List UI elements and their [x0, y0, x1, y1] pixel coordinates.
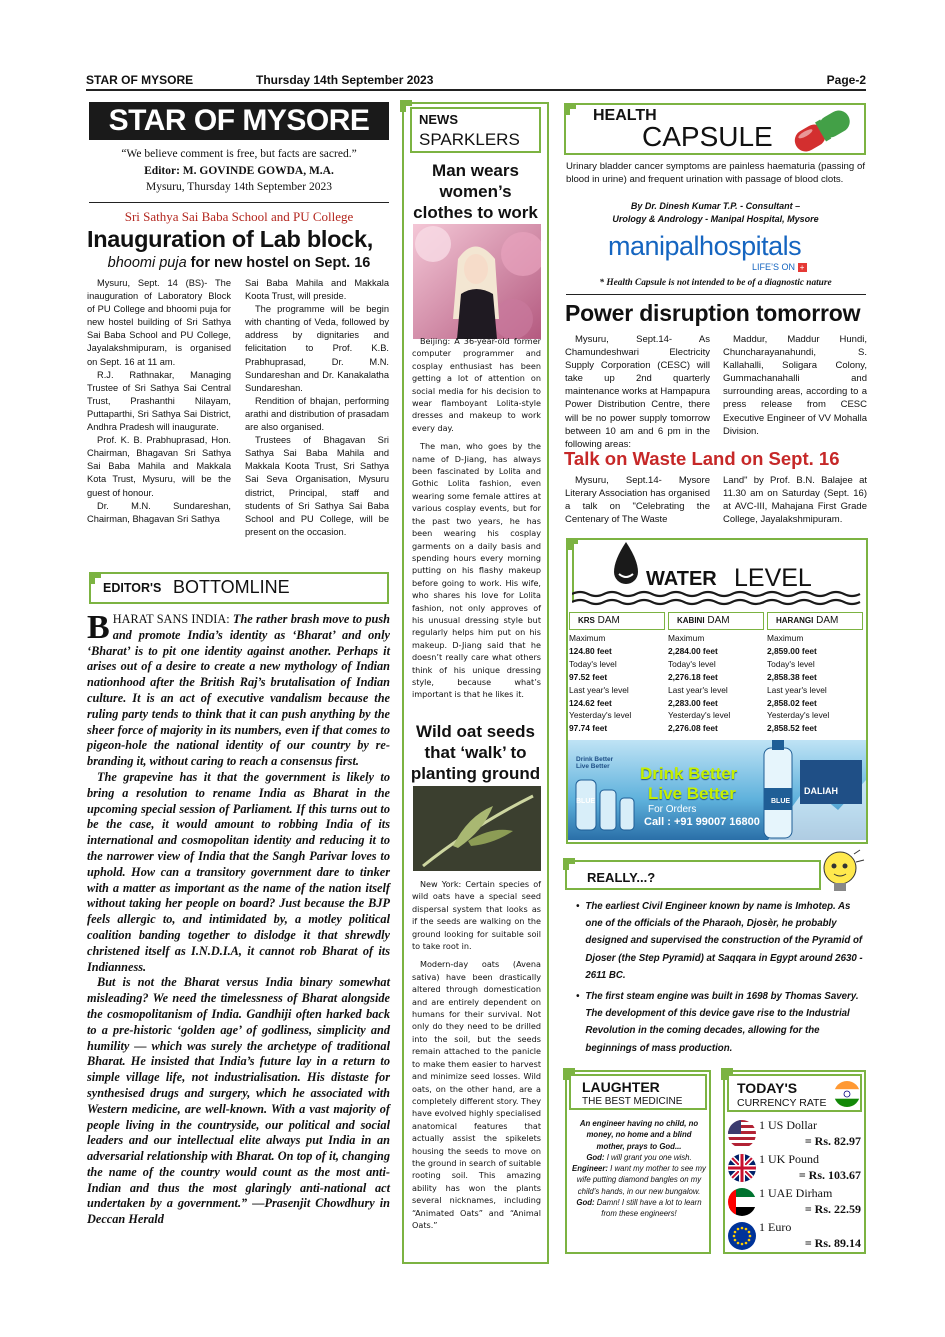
byline-1: By Dr. Dinesh Kumar T.P. - Consultant – — [630, 201, 801, 211]
dam-value: 2,858.02 feet — [767, 697, 817, 708]
waste-col-1 — [565, 474, 710, 526]
bottle-label: BLUE — [576, 798, 596, 805]
lab-para: Dr. M.N. Sundareshan, Chairman, Bhagavan Sri Sathya — [87, 500, 231, 524]
news-label: NEWS — [419, 112, 458, 127]
health-byline — [566, 200, 865, 225]
masthead-logo: STAR OF MYSORE — [89, 102, 389, 140]
page-header — [86, 73, 866, 91]
speaker: God: — [576, 1198, 595, 1208]
dam-value: 2,858.52 feet — [767, 723, 817, 734]
dam-value: 124.80 feet — [569, 645, 612, 656]
dam-name-bold: HARANGI — [776, 616, 814, 625]
story2-text — [412, 878, 541, 1231]
story-para: Modern-day oats (Avena sativa) have been drastically altered through domestication and are entirely dependent on humans for their survival. Not only do they need to be drilled into the soil, but the seeds remain attached to the panicle to make them easier to harvest and minimize seed losses. Wild oats, on the other hand, are a completely different story. They have evolved highly specialised anatomical features that actually assist the spikelets housing the seeds to move on the ground in search of suitable rooting soil. This amazing ability has won the plants several nicknames, including “Animated Oats” and “Animal Oats.” — [412, 959, 541, 1230]
dam-value: 2,276.18 feet — [668, 671, 718, 682]
rate-row-usd — [725, 1116, 865, 1150]
rate-value: = Rs. 103.67 — [798, 1168, 861, 1182]
tagline-text: LIFE’S ON — [752, 262, 796, 272]
dateline: Mysuru, Thursday 14th September 2023 — [145, 181, 332, 193]
waste-col-2 — [723, 474, 867, 526]
dam-label: Last year's level — [569, 684, 629, 695]
dam-label: Yesterday's level — [668, 710, 731, 721]
dam-name-bold: KRS — [578, 616, 595, 625]
power-col-1 — [565, 333, 710, 451]
dam-label: Today's level — [668, 658, 716, 669]
currency-label-box — [727, 1074, 862, 1112]
lab-headline: Inauguration of Lab block, — [87, 226, 373, 252]
joke — [572, 1118, 706, 1220]
rate-value: = Rs. 89.14 — [804, 1236, 861, 1250]
rate-name: 1 UK Pound — [759, 1152, 820, 1166]
power-headline: Power disruption tomorrow — [565, 300, 861, 326]
dam-value: 2,859.00 feet — [767, 645, 817, 656]
power-para: Mysuru, Sept.14- As Chamundeshwari Electricity Supply Corporation (CESC) will take up 2nd quarterly maintenance works at Hampapura Power Distribution Centre, there will be no power supply tomorrow between 10 am and 6 pm in the following areas: — [565, 334, 710, 450]
story1-photo — [413, 224, 541, 339]
lab-para: Rendition of bhajan, performing arathi and distribution of prasadam are also organised. — [245, 395, 389, 433]
rate-name: 1 Euro — [759, 1220, 792, 1234]
byline-2: Urology & Andrology - Manipal Hospital, Mysore — [612, 213, 819, 224]
health-label: HEALTH — [593, 107, 657, 124]
manipal-tagline — [752, 262, 807, 272]
ad-orders: For Orders — [648, 804, 697, 815]
dam-value: 124.62 feet — [569, 697, 612, 708]
story1-title: Man wears women’s clothes to work — [413, 161, 538, 222]
fact-text: The first steam engine was built in 1698 by Thomas Savery. The development of this device gave rise to the Industrial Revolution in the coming decades, allowing for the beginnings of mass production. — [585, 991, 859, 1054]
news-label-box — [410, 107, 541, 153]
rate-row-gbp — [725, 1150, 865, 1184]
story-para: Beijing: A 36-year-old former computer programmer and cosplay enthusiast has been getting a lot of attention on social media for his decision to wear flamboyant Lolita-style dresses and makeup to work every day. — [412, 336, 541, 433]
editorial-label: EDITOR'S — [103, 581, 162, 595]
uk-flag-icon — [727, 1153, 757, 1183]
laughter-label-box — [569, 1074, 707, 1110]
lightbulb-icon — [818, 846, 866, 896]
motto: “We believe comment is free, but facts are sacred.” — [121, 148, 357, 160]
power-para: Maddur, Maddur Hundi, Chuncharayanahundi, S. Kallahalli, Soligara Colony, Gummachanahalli and surrounding areas, according to a press release from CESC Executive Engineer of VV Mohalla Division. — [723, 334, 867, 437]
dam-label: Yesterday's level — [569, 710, 632, 721]
dam-value: 97.52 feet — [569, 671, 608, 682]
currency-sub: CURRENCY RATE — [737, 1097, 827, 1109]
currency-rates — [725, 1116, 865, 1252]
dam-column — [569, 612, 665, 735]
plus-icon: + — [798, 263, 807, 272]
water-title-rest: LEVEL — [734, 564, 812, 592]
editorial-label-box — [89, 572, 389, 604]
dam-label: Maximum — [569, 633, 606, 643]
bottle-label-big: BLUE — [771, 798, 791, 805]
us-flag-icon — [727, 1119, 757, 1149]
speaker: Engineer: — [572, 1164, 609, 1174]
lab-para: Prof. K. B. Prabhuprasad, Hon. Chairman, Bhagavan Sri Sathya Sai Baba Mahila and Makkala Kota Trust, Mysuru, will be the guest of honour. — [87, 435, 231, 498]
dam-value: 2,284.00 feet — [668, 645, 718, 656]
lab-kicker: Sri Sathya Sai Baba School and PU College — [124, 209, 354, 224]
lead-caps: HARAT SANS INDIA: — [112, 612, 230, 626]
editorial-body — [87, 609, 390, 1228]
masthead — [89, 146, 389, 196]
dam-name — [569, 612, 665, 630]
waves-icon — [572, 590, 864, 608]
story2-photo — [413, 786, 541, 871]
lab-para: R.J. Rathnakar, Managing Trustee of Sri Sathya Sai Central Trust, Prashanthi Nilayam, Puttaparthi, Sri Sathya Sai District, Andhra Pradesh will inaugurate. — [87, 369, 231, 433]
dam-name-rest: DAM — [813, 615, 839, 626]
issue-date: Thursday 14th September 2023 — [256, 73, 434, 87]
health-label-rest: CAPSULE — [642, 121, 773, 152]
lab-column-2 — [245, 277, 389, 539]
lab-para: The programme will be begin with chanting of Veda, followed by address by dignitaries and felicitation to Prof. K.B. Prabhuprasad, Dr. M.N. Sundareshan and Dr. Kanakalatha Sundareshan. — [245, 304, 389, 393]
story2-title: Wild oat seeds that ‘walk’ to planting ground — [410, 722, 541, 783]
lab-column-1 — [87, 277, 231, 526]
joke-line: I want my mother to see my wife putting diamond bangles on my child’s hands, in our new bungalow. — [576, 1164, 706, 1196]
dam-name-rest: DAM — [704, 615, 730, 626]
dam-value: 2,283.00 feet — [668, 697, 718, 708]
editorial-para: But is not the Bharat versus India binary somewhat misleading? We need the timelessness of Bharat alongside the cosmopolitanism of India. Gandhiji often harked back to a pre-historic ‘golden age’ of godliness, simplicity and humility — which was surely the archetype of traditional Bharat. He insisted that India’s future lay in a return to simple village life, not industrialisation. His distaste for synthesised drugs and surgery, which he associated with Western medicine, are well-known. With a vast majority of people living in the countryside, our political and social leaders and our intellectual elite always put India in an adversarial relationship with Bharat. On top of it, changing the name of the country would count as the most anti-Indian and thus the most glaringly anti-national act undertaken by a government.” —Prasenjit Chowdhury in Deccan Herald — [87, 975, 390, 1227]
health-disclaimer: * Health Capsule is not intended to be of a diagnostic nature — [599, 278, 832, 288]
dam-value: 2,276.08 feet — [668, 723, 718, 734]
dam-label: Today's level — [767, 658, 815, 669]
story1-text — [412, 335, 541, 701]
ad-line-1: Drink Better — [640, 764, 738, 783]
dam-name-bold: KABINI — [677, 616, 705, 625]
dam-value: 2,858.38 feet — [767, 671, 817, 682]
power-col-2 — [723, 333, 867, 438]
dam-name-rest: DAM — [594, 615, 620, 626]
waste-para: Land" by Prof. B.N. Balajee at 11.30 am on Saturday (Sept. 16) at AVC-III, Mahajana First Grade College, Jayalakshmipuram. — [723, 475, 867, 526]
dam-table — [569, 612, 865, 742]
rate-name: 1 UAE Dirham — [759, 1186, 833, 1200]
health-label-box — [564, 103, 866, 155]
lab-para: Trustees of Bhagavan Sri Sathya Sai Baba Mahila and Makkala Koota Trust, Sri Sathya Sai Seva Organisation, Mysuru district, Principal, staff and students of Sri Sathya Sai Baba School and PU College, will be present on the occasion. — [245, 435, 389, 537]
ad-brand: DALIAH — [804, 786, 838, 796]
speaker: God: — [586, 1152, 605, 1162]
rate-row-eur — [725, 1218, 865, 1252]
laughter-label: LAUGHTER — [582, 1079, 660, 1095]
joke-intro: An engineer having no child, no money, no home and a blind mother, prays to God... — [579, 1119, 699, 1151]
laughter-sub: THE BEST MEDICINE — [582, 1096, 683, 1107]
uae-flag-icon — [727, 1187, 757, 1217]
rate-name: 1 US Dollar — [759, 1118, 817, 1132]
dam-label: Yesterday's level — [767, 710, 830, 721]
ad-phone: Call : +91 99007 16800 — [644, 816, 760, 828]
rate-row-aed — [725, 1184, 865, 1218]
rate-value: = Rs. 82.97 — [804, 1134, 861, 1148]
rate-value: = Rs. 22.59 — [804, 1202, 861, 1216]
list-item: • The first steam engine was built in 1698 by Thomas Savery. The development of this device gave rise to the Industrial Revolution in the coming decades, allowing for the beginnings of mass production. — [576, 988, 868, 1057]
waste-para: Mysuru, Sept.14- Mysore Literary Association has organised a talk on "Celebrating the Centenary of The Waste — [565, 475, 710, 526]
lab-para: Sai Baba Mahila and Makkala Koota Trust, will preside. — [245, 278, 389, 302]
dam-column — [767, 612, 863, 735]
dam-label: Last year's level — [767, 684, 827, 695]
dam-name — [767, 612, 863, 630]
list-item: • The earliest Civil Engineer known by name is Imhotep. As one of the officials of the Pharaoh, Djosèr, he probably designed and supervised the construction of the Pyramid of Djoser (the Step Pyramid) at Saqqara in Egypt around 2630 - 2611 BC. — [576, 898, 868, 984]
joke-line: Damn! I still have a lot to learn from these engineers! — [594, 1198, 702, 1219]
capsule-icon — [784, 107, 864, 153]
health-text: Urinary bladder cancer symptoms are painless haematuria (passing of blood in urine) and frequent urination with passage of blood clots. — [566, 161, 865, 185]
editor-line: Editor: M. GOVINDE GOWDA, M.A. — [144, 164, 334, 177]
really-label: REALLY...? — [587, 870, 656, 885]
eu-flag-icon — [727, 1221, 757, 1251]
dam-label: Today's level — [569, 658, 617, 669]
lab-subhead — [89, 255, 389, 271]
story-para: New York: Certain species of wild oats have a special seed dispersal system that looks as if the seeds are walking on the ground looking for suitable soil to take root in. — [412, 879, 541, 952]
drop-cap: B — [87, 609, 110, 646]
water-drop-icon — [608, 540, 644, 588]
ad-line-2: Live Better — [648, 784, 736, 803]
news-label-rest: SPARKLERS — [419, 130, 520, 149]
dam-label: Last year's level — [668, 684, 728, 695]
india-flag-icon — [833, 1080, 861, 1108]
story-para: The man, who goes by the name of D-Jiang, has always been fascinated by Lolita and Gothic Lolita fashion, even wearing some female attires at various cosplay events, but for the past two years, he has been wearing his cosplay garments on a daily basis and spending hours every morning putting on his flashy makeup before going to work. His wife, who shares his love for Lolita fashion, not only approves of his unusual dressing style but regularly helps him put on his makeup. D-Jiang said that he doesn’t really care what others think of his unique dressing style, because what’s important is that he likes it. — [412, 441, 541, 700]
water-title: WATER — [646, 568, 717, 590]
water-ad — [568, 740, 866, 840]
page-number: Page-2 — [826, 73, 866, 87]
really-label-box — [565, 860, 821, 890]
dam-label: Maximum — [767, 633, 804, 643]
editorial-para: The rather brash move to push and promote India’s identity as ‘Bharat’ and only ‘Bharat’ is to pit one identity against another. Perhaps it arises out of a desire to create a new mythology of Indian nationhood after the British Raj’s brutalisation of Indian culture. It is an act of executive vandalism because the ruling party tends to think that it can push anything by the sheer force of majority in its numbers, even if that comes to pigeon-hole the national identity of our country by re-branding it, without caring to reach a consensus first. — [87, 612, 390, 769]
dam-value: 97.74 feet — [569, 723, 608, 734]
manipal-logo: manipalhospitals — [608, 231, 802, 261]
dam-label: Maximum — [668, 633, 705, 643]
ad-bubble-tag: Drink Better Live Better — [576, 756, 614, 770]
editorial-para: The grapevine has it that the government is likely to bring a resolution to rename India as Bharat in the upcoming special session of Parliament. If this turns out to be the case, it would amount to robbing India of its international and cosmopolitan identity and reducing it to the narrower view of India that the Sangh Parivar loves to uphold. How can a transitory government dare to tinker with a matter as important as the name of the nation itself without taking her people on board? Just because the BJP feels allergic to, and intimidated by, a motley political coalition banding together to dislodge it that shrewdly christened itself as I.N.D.I.A, it cannot rob Bharat of its Indianness. — [87, 769, 390, 974]
waste-headline: Talk on Waste Land on Sept. 16 — [564, 448, 840, 469]
really-list — [576, 898, 868, 1061]
joke-line: I will grant you one wish. — [604, 1152, 692, 1162]
subhead-rest: for new hostel on Sept. 16 — [186, 255, 371, 271]
currency-label: TODAY'S — [737, 1080, 798, 1096]
fact-text: The earliest Civil Engineer known by name is Imhotep. As one of the officials of the Pharaoh, Djosèr, he probably designed and supervised the construction of the Pyramid of Djoser (the Step Pyramid) at Saqqara in Egypt around 2630 - 2611 BC. — [585, 901, 863, 981]
editorial-label-rest: BOTTOMLINE — [173, 577, 290, 597]
dam-name — [668, 612, 764, 630]
paper-name: STAR OF MYSORE — [86, 73, 194, 87]
subhead-italic: bhoomi puja — [107, 255, 187, 271]
lab-para: Mysuru, Sept. 14 (BS)- The inauguration of Laboratory Block of PU College and bhoomi puja for new hostel building of Sri Sathya Sai Baba School and PU College, Jayalakshmipuram, is organised on Sept. 16 at 11 am. — [87, 278, 231, 367]
dam-column — [668, 612, 764, 735]
